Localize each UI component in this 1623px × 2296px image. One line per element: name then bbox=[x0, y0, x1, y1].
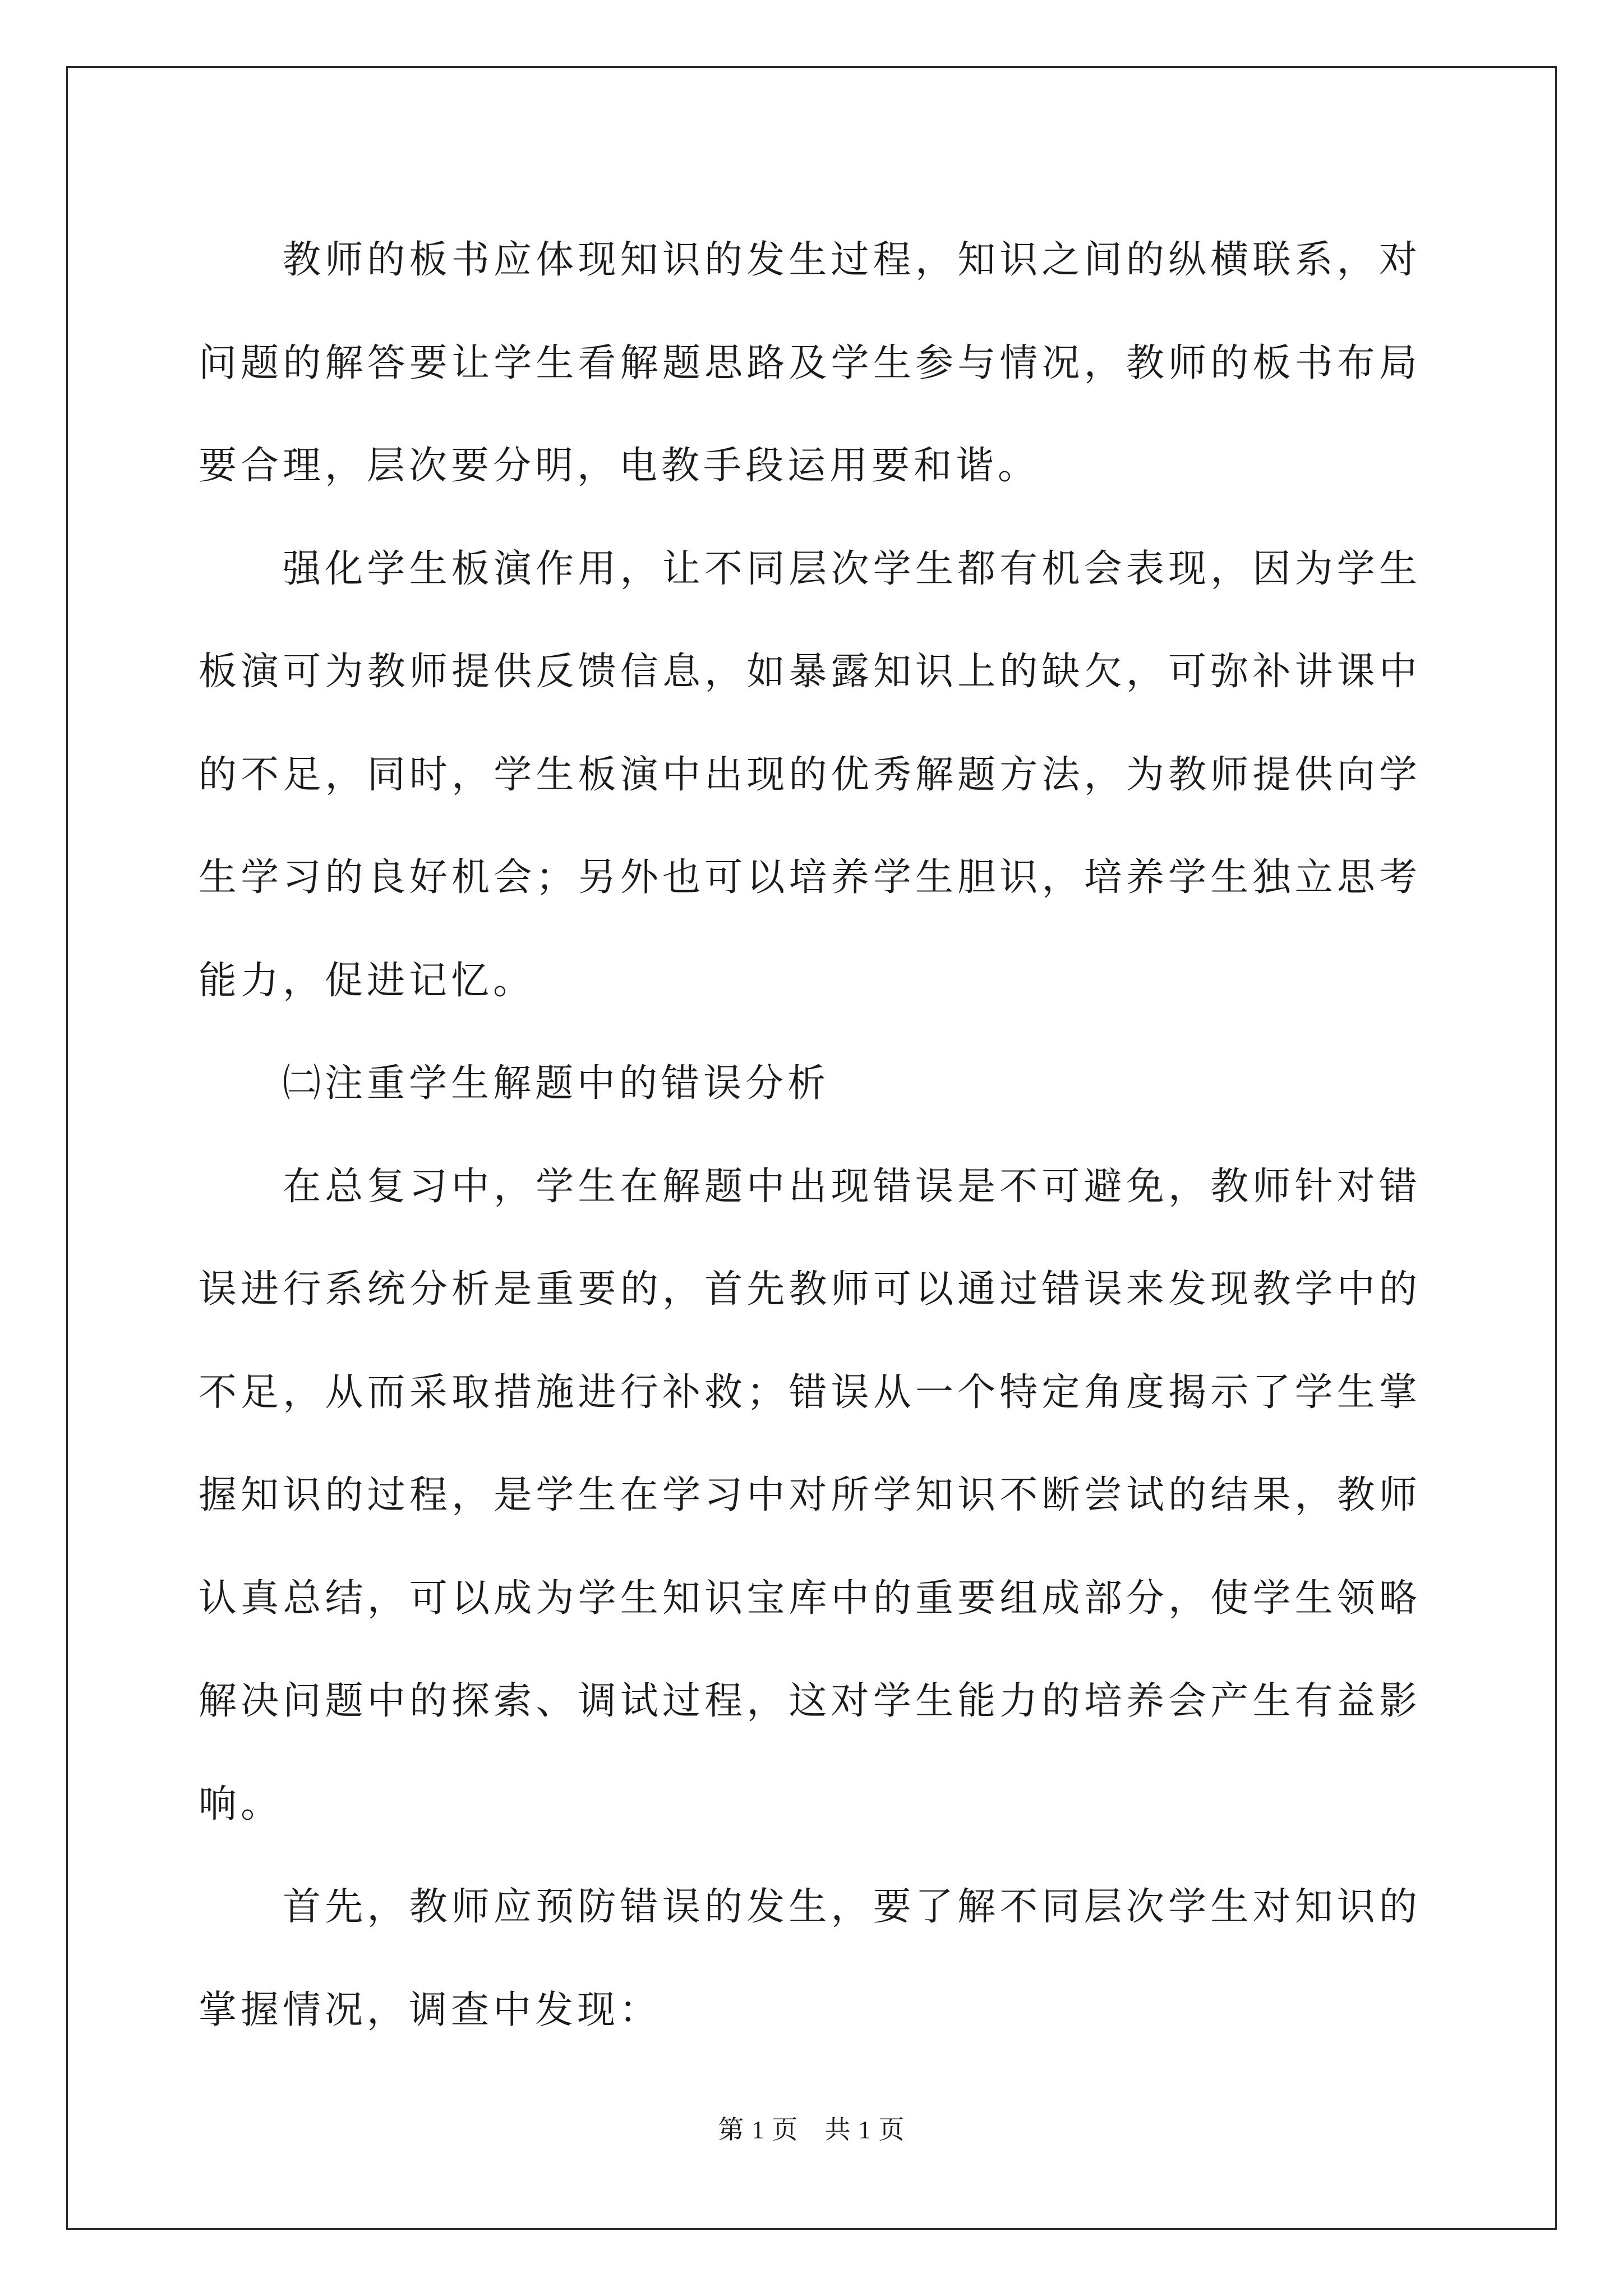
section-heading: ㈡注重学生解题中的错误分析 bbox=[283, 1061, 830, 1106]
paragraph: 在总复习中，学生在解题中出现错误是不可避免，教师针对错误进行系统分析是重要的，首先教师可以通过错误来发现教学中的不足，从而采取措施进行补救；错误从一个特定角度揭示了学生掌握知识的过程，是学生在学习中对所学知识不断尝试的结果，教师认真总结，可以成为学生知识宝库中的重要组成部分，使学生领略解决问题中的探索、调试过程，这对学生能力的培养会产生有益影响。 bbox=[199, 1164, 1421, 1826]
page-footer: 第 1 页 共 1 页 bbox=[718, 2115, 905, 2144]
paragraph: 首先，教师应预防错误的发生，要了解不同层次学生对知识的掌握情况，调查中发现： bbox=[199, 1885, 1421, 2032]
paragraph: 教师的板书应体现知识的发生过程，知识之间的纵横联系，对问题的解答要让学生看解题思路及学生参与情况，教师的板书布局要合理，层次要分明，电教手段运用要和谐。 bbox=[199, 238, 1421, 488]
paragraph: 强化学生板演作用，让不同层次学生都有机会表现，因为学生板演可为教师提供反馈信息，如暴露知识上的缺欠，可弥补讲课中的不足，同时，学生板演中出现的优秀解题方法，为教师提供向学生学习的良好机会；另外也可以培养学生胆识，培养学生独立思考能力，促进记忆。 bbox=[199, 546, 1421, 1003]
document-body bbox=[199, 209, 1421, 2062]
